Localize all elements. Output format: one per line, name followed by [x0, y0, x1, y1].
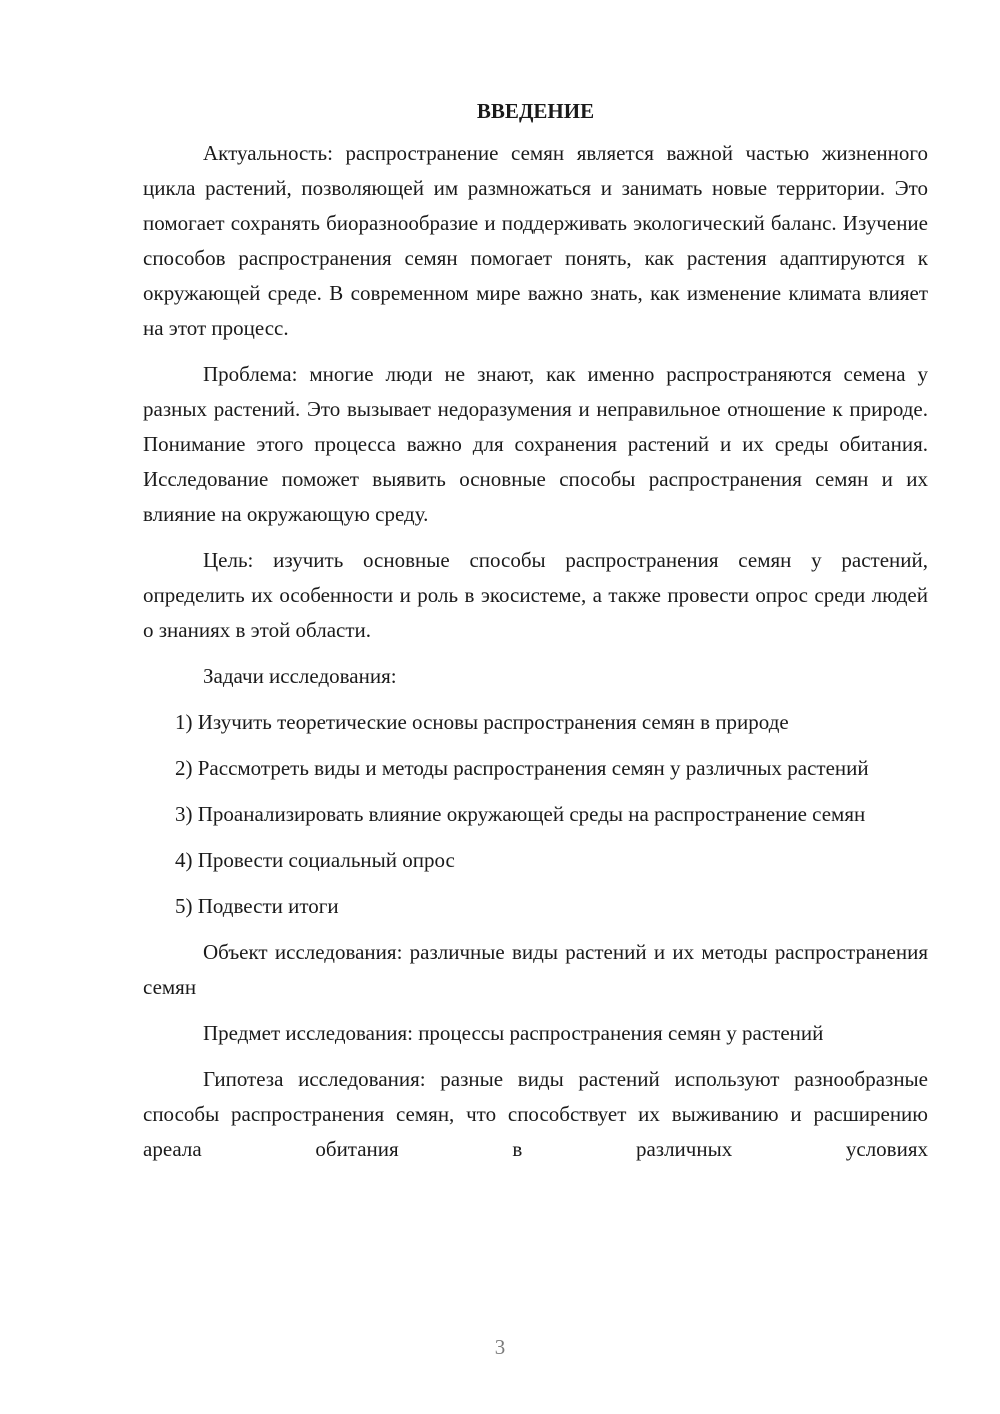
page-number: 3: [494, 1335, 506, 1359]
page-content: [143, 94, 928, 1178]
paragraph-problem: Проблема: многие люди не знают, как именно распространяются семена у разных растений. Это вызывает недоразумения и неправильное отношение к природе. Понимание этого процесса важно для сохранения растений и их среды обитания. Исследование поможет выявить основные способы распространения семян и их влияние на окружающую среду.: [143, 362, 928, 526]
task-item-1: 1) Изучить теоретические основы распространения семян в природе: [175, 710, 789, 734]
task-item-3: 3) Проанализировать влияние окружающей среды на распространение семян: [175, 802, 866, 826]
page-title: ВВЕДЕНИЕ: [476, 99, 595, 123]
paragraph-relevance: Актуальность: распространение семян является важной частью жизненного цикла растений, позволяющей им размножаться и занимать новые территории. Это помогает сохранять биоразнообразие и поддерживать экологический баланс. Изучение способов распространения семян помогает понять, как растения адаптируются к окружающей среде. В современном мире важно знать, как изменение климата влияет на этот процесс.: [143, 141, 928, 340]
task-item-4: 4) Провести социальный опрос: [175, 848, 455, 872]
paragraph-goal: Цель: изучить основные способы распространения семян у растений, определить их особенности и роль в экосистеме, а также провести опрос среди людей о знаниях в этой области.: [143, 548, 928, 642]
task-item-2: 2) Рассмотреть виды и методы распространения семян у различных растений: [175, 756, 869, 780]
paragraph-hypothesis: Гипотеза исследования: разные виды растений используют разнообразные способы распространения семян, что способствует их выживанию и расширению ареала обитания в различных условиях: [143, 1067, 928, 1161]
task-item-5: 5) Подвести итоги: [175, 894, 339, 918]
paragraph-subject: Предмет исследования: процессы распространения семян у растений: [203, 1021, 824, 1045]
tasks-heading: Задачи исследования:: [203, 664, 397, 688]
paragraph-object: Объект исследования: различные виды растений и их методы распространения семян: [143, 940, 928, 999]
